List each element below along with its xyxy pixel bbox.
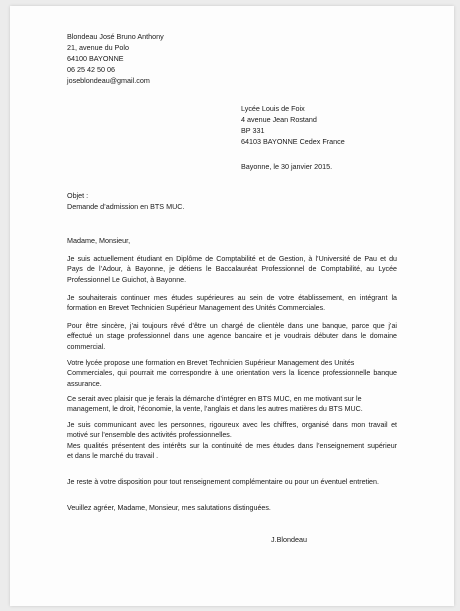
recipient-city: 64103 BAYONNE Cedex France [241, 137, 345, 146]
subject-label: Objet : [67, 191, 89, 200]
paragraph-line: commercial. [67, 342, 106, 351]
paragraph-line: Je suis communicant avec les personnes, rigoureux avec les chiffres, organisé dans mon travail et [67, 421, 397, 429]
recipient-box: BP 331 [241, 126, 265, 135]
salutation: Madame, Monsieur, [67, 236, 131, 245]
subject-block [67, 190, 184, 212]
recipient-name: Lycée Louis de Foix [241, 104, 305, 113]
sender-phone: 06 25 42 50 06 [67, 65, 115, 74]
paragraph-line: Mes qualités présentent des intérêts sur la continuité de mes études dans l’enseignement supérieur [67, 441, 397, 450]
paragraph-4 [67, 358, 397, 389]
paragraph-7 [67, 477, 397, 487]
recipient-address [241, 103, 345, 147]
paragraph-line: Votre lycée propose une formation en Brevet Technicien Supérieur Management des Unités [67, 359, 355, 367]
sender-email: joseblondeau@gmail.com [67, 76, 150, 85]
paragraph-line: Pays de l’Adour, à Bayonne, je détiens le Baccalauréat Professionnel de Comptabilité, au Lycée [67, 265, 397, 274]
sender-name: Blondeau José Bruno Anthony [67, 32, 164, 41]
sender-city: 64100 BAYONNE [67, 54, 124, 63]
paragraph-line: Veuillez agréer, Madame, Monsieur, mes salutations distinguées. [67, 504, 271, 512]
paragraph-line: Je souhaiterais continuer mes études supérieures au sein de votre établissement, en intégrant la [67, 294, 397, 302]
paragraph-line: Ce serait avec plaisir que je ferais la démarche d’intégrer en BTS MUC, en me motivant sur le [67, 395, 362, 403]
signature: J.Blondeau [271, 535, 307, 544]
paragraph-line: management, le droit, l’économie, la vente, l’anglais et dans les autres matières du BTS MUC. [67, 405, 363, 414]
closing [67, 503, 397, 513]
paragraph-line: effectué un stage professionnel dans une agence bancaire et je voudrais débuter dans le domaine [67, 332, 397, 341]
paragraph-line: motivé sur l’ensemble des activités professionnelles. [67, 431, 232, 440]
paragraph-line: Je reste à votre disposition pour tout renseignement complémentaire ou pour un éventuel entretien. [67, 478, 379, 486]
sender-street: 21, avenue du Polo [67, 43, 129, 52]
recipient-street: 4 avenue Jean Rostand [241, 115, 317, 124]
paragraph-2 [67, 293, 397, 314]
paragraph-1 [67, 254, 397, 285]
letter-page [10, 6, 454, 606]
paragraph-5 [67, 394, 397, 415]
paragraph-line: Professionnel Le Guichot, à Bayonne. [67, 275, 187, 284]
paragraph-line: et dans le marché du travail . [67, 452, 159, 461]
paragraph-line: Commerciales, qui pourrait me correspondre à une orientation vers la licence professionnelle banque [67, 369, 397, 378]
paragraph-line: Je suis actuellement étudiant en Diplôme de Comptabilité et de Gestion, à l’Université de Pau et du [67, 255, 397, 263]
paragraph-line: formation en Brevet Technicien Supérieur Management des Unités Commerciales. [67, 304, 326, 313]
paragraph-3 [67, 321, 397, 352]
sender-address [67, 31, 164, 86]
subject-text: Demande d’admission en BTS MUC. [67, 202, 185, 211]
paragraph-6 [67, 420, 397, 462]
paragraph-line: Pour être sincère, j’ai toujours rêvé d’être un chargé de clientèle dans une banque, parce que j’ai [67, 322, 397, 330]
paragraph-line: assurance. [67, 379, 102, 388]
letter-date: Bayonne, le 30 janvier 2015. [241, 162, 333, 171]
